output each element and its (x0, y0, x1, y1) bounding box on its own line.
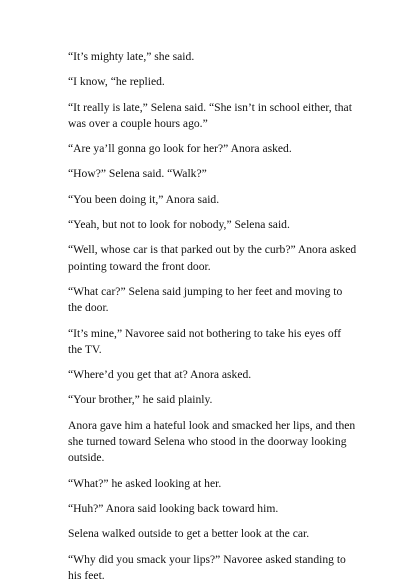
paragraph-4: “Are ya’ll gonna go look for her?” Anora asked. (68, 142, 292, 156)
paragraph-6: “You been doing it,” Anora said. (68, 192, 220, 206)
paragraph-13: Anora gave him a hateful look and smacked her lips, and then she turned toward Selena who stood in the doorway looking outside. (68, 418, 356, 465)
paragraph-12: “Your brother,” he said plainly. (68, 393, 213, 407)
paragraph-11: “Where’d you get that at? Anora asked. (68, 368, 252, 382)
paragraph-5: “How?” Selena said. “Walk?” (68, 167, 207, 181)
paragraph-3: “It really is late,” Selena said. “She isn’t in school either, that was over a couple hours ago.” (68, 100, 352, 130)
paragraph-8: “Well, whose car is that parked out by the curb?” Anora asked pointing toward the front door. (68, 243, 357, 273)
paragraph-15: “Huh?” Anora said looking back toward him. (68, 501, 279, 515)
paragraph-16: Selena walked outside to get a better look at the car. (68, 527, 310, 541)
paragraph-17: “Why did you smack your lips?” Navoree asked standing to his feet. (68, 552, 346, 582)
paragraph-1: “It’s mighty late,” she said. (68, 50, 195, 63)
paragraph-9: “What car?” Selena said jumping to her feet and moving to the door. (68, 284, 343, 315)
paragraph-14: “What?” he asked looking at her. (68, 476, 222, 490)
paragraph-10: “It’s mine,” Navoree said not bothering to take his eyes off the TV. (68, 326, 342, 356)
paragraph-2: “I know, “he replied. (68, 75, 165, 89)
paragraph-7: “Yeah, but not to look for nobody,” Selena said. (68, 218, 290, 232)
